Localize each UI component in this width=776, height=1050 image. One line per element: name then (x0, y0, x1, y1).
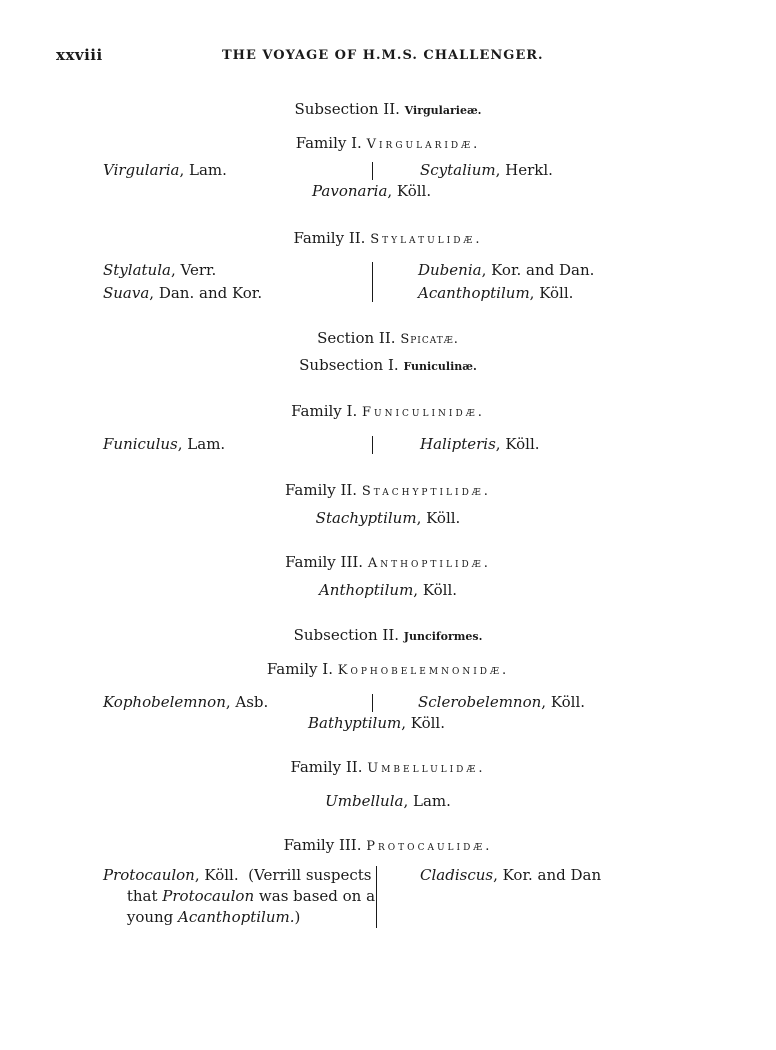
genus-umbellula: Umbellula, Lam. (325, 792, 451, 810)
family-heading-stylatulidae: Family II. Stylatulidæ. (293, 229, 483, 247)
genus-bathyptilum: Bathyptilum, Köll. (308, 714, 445, 732)
genus-protocaulon-note: Protocaulon, Köll. (Verrill suspects that Protocaulon was based on a young Acanthoptilum.) (103, 866, 376, 926)
column-divider (372, 162, 373, 180)
genus-funiculus: Funiculus, Lam. (103, 435, 226, 453)
family-heading-virgularidae: Family I. Virgularidæ. (295, 134, 481, 152)
family-heading-protocaulidae: Family III. Protocaulidæ. (283, 836, 493, 854)
genus-stachyptilum: Stachyptilum, Köll. (315, 509, 461, 527)
family-heading-anthoptilidae: Family III. Anthoptilidæ. (285, 553, 491, 571)
column-divider (376, 866, 377, 928)
genus-virgularia: Virgularia, Lam. (103, 161, 227, 179)
genus-acanthoptilum: Acanthoptilum, Köll. (418, 284, 574, 302)
column-divider (372, 262, 373, 302)
genus-pavonaria: Pavonaria, Köll. (312, 182, 432, 200)
genus-kophobelemnon: Kophobelemnon, Asb. (103, 693, 269, 711)
family-heading-funiculinidae: Family I. Funiculinidæ. (291, 402, 485, 420)
genus-dubenia: Dubenia, Kor. and Dan. (418, 261, 595, 279)
genus-scytalium: Scytalium, Herkl. (420, 161, 553, 179)
genus-cladiscus: Cladiscus, Kor. and Dan (420, 866, 602, 884)
family-heading-stachyptilidae: Family II. Stachyptilidæ. (285, 481, 491, 499)
column-divider (372, 694, 373, 712)
page-number: xxviii (56, 46, 103, 64)
genus-stylatula: Stylatula, Verr. (103, 261, 217, 279)
running-title: THE VOYAGE OF H.M.S. CHALLENGER. (222, 48, 544, 63)
subsection-heading-junciformes: Subsection II. Junciformes. (293, 626, 483, 644)
section-heading-spicatae: Section II. Spicatæ. (317, 329, 459, 347)
column-divider (372, 436, 373, 454)
genus-suava: Suava, Dan. and Kor. (103, 284, 263, 302)
subsection-heading-funiculinae: Subsection I. Funiculinæ. (299, 356, 477, 374)
family-heading-kophobelemnonidae: Family I. Kophobelemnonidæ. (266, 660, 510, 678)
genus-sclerobelemnon: Sclerobelemnon, Köll. (418, 693, 586, 711)
subsection-heading-virgularieae: Subsection II. Virgularieæ. (294, 100, 482, 118)
genus-anthoptilum: Anthoptilum, Köll. (318, 581, 458, 599)
family-heading-umbellulidae: Family II. Umbellulidæ. (290, 758, 486, 776)
genus-halipteris: Halipteris, Köll. (420, 435, 540, 453)
